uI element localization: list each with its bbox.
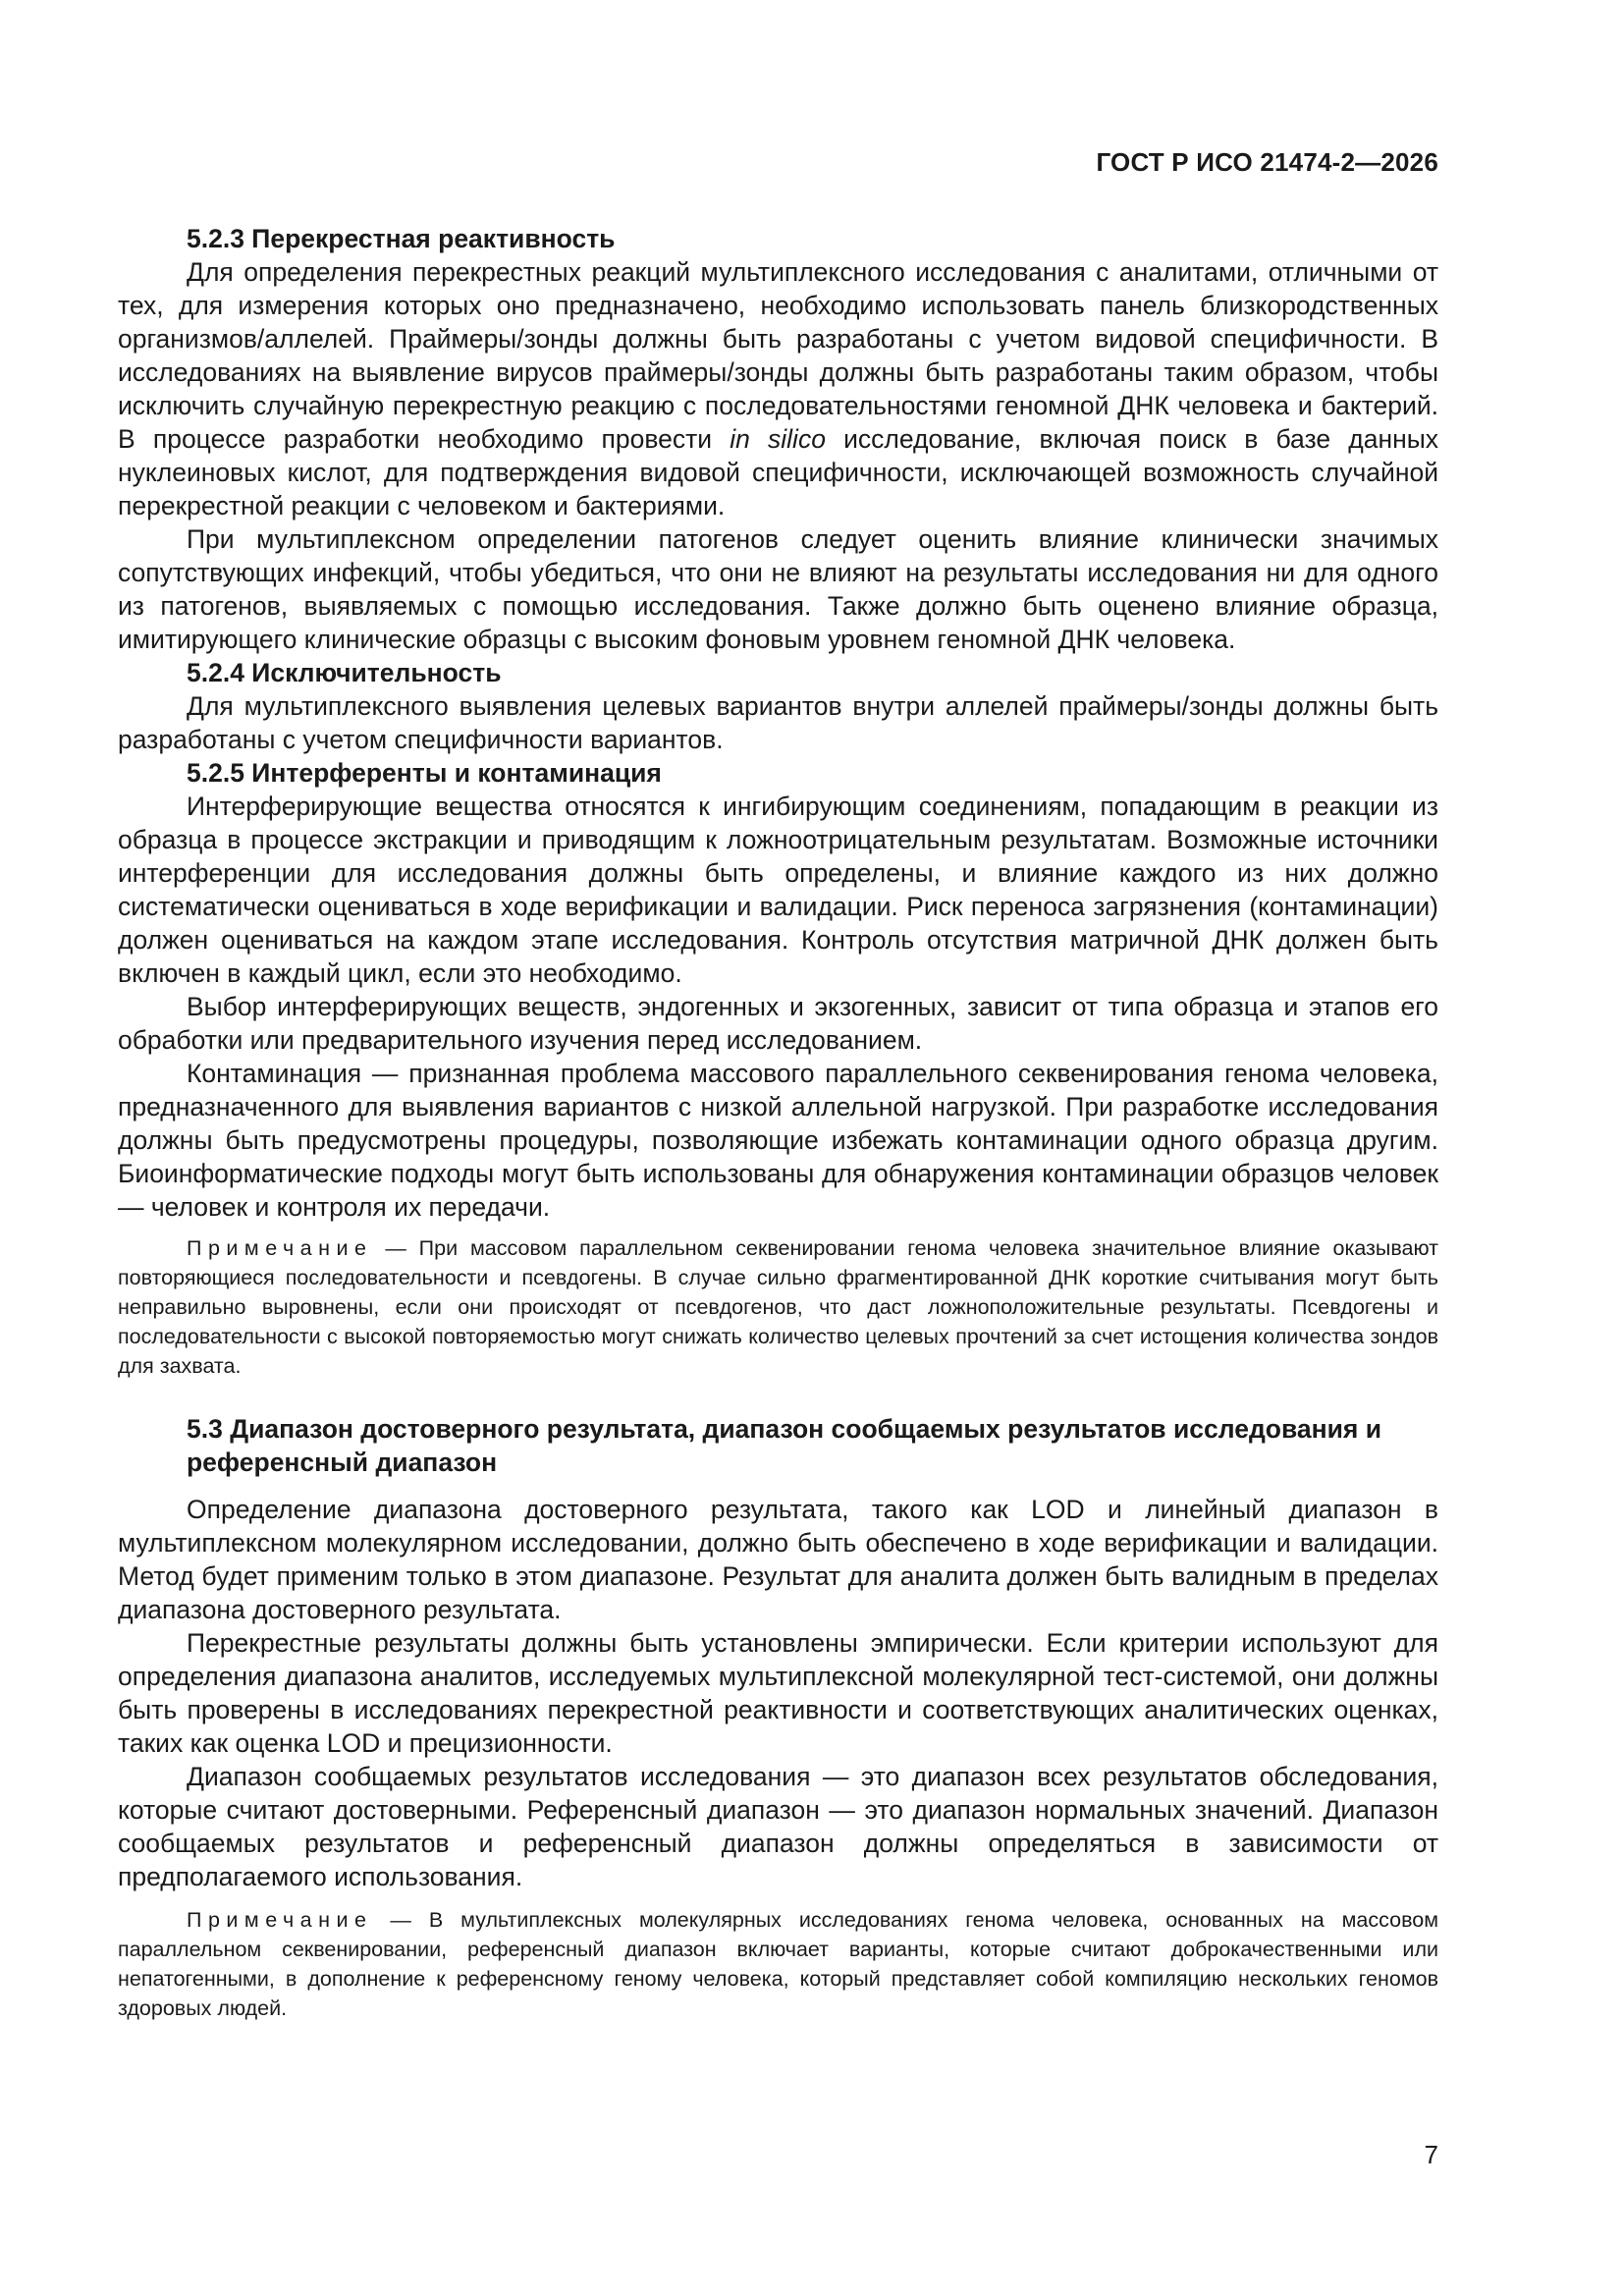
page-number: 7 <box>1424 2140 1438 2169</box>
paragraph-5-2-5-2: Выбор интерферирующих веществ, эндогенных и экзогенных, зависит от типа образца и этапов его обработки или предварительного изучения перед исследованием. <box>118 992 1438 1055</box>
document-code-header: ГОСТ Р ИСО 21474-2—2026 <box>1096 147 1438 177</box>
heading-5-2-4: 5.2.4 Исключительность <box>187 658 502 687</box>
paragraph-5-2-3-2: При мультиплексном определении патогенов следует оценить влияние клинически значимых сопутствующих инфекций, чтобы убедиться, что они не влияют на результаты исследования ни для одного из патогенов, выявляемых с помощью исследования. Также должно быть оценено влияние образца, имитирующего клинические образцы с высоким фоновым уровнем геномной ДНК человека. <box>118 524 1438 654</box>
note-label: Примечание <box>187 1908 373 1932</box>
heading-5-2-3: 5.2.3 Перекрестная реактивность <box>187 224 616 253</box>
note-5-3 <box>118 1905 1438 2023</box>
note-5-2-5 <box>118 1233 1438 1381</box>
paragraph-5-2-5-3: Контаминация — признанная проблема массового параллельного секвенирования генома человека, предназначенного для выявления вариантов с низкой аллельной нагрузкой. При разработке исследования должны быть предусмотрены процедуры, позволяющие избежать контаминации одного образца другим. Биоинформатические подходы могут быть использованы для обнаружения контаминации образцов человек — человек и контроля их передачи. <box>118 1059 1438 1222</box>
paragraph-5-3-3: Диапазон сообщаемых результатов исследования — это диапазон всех результатов обследования, которые считают достоверными. Референсный диапазон — это диапазон нормальных значений. Диапазон сообщаемых результатов и референсный диапазон должны определяться в зависимости от предполагаемого использования. <box>118 1762 1438 1891</box>
paragraph-5-2-5-1: Интерферирующие вещества относятся к ингибирующим соединениям, попадающим в реакции из образца в процессе экстракции и приводящим к ложноотрицательным результатам. Возможные источники интерференции для исследования должны быть определены, и влияние каждого из них должно систематически оцениваться в ходе верификации и валидации. Риск переноса загрязнения (контаминации) должен оцениваться на каждом этапе исследования. Контроль отсутствия матричной ДНК должен быть включен в каждый цикл, если это необходимо. <box>118 792 1438 988</box>
note-text: — В мультиплексных молекулярных исследованиях генома человека, основанных на массовом параллельном секвенировании, референсный диапазон включает варианты, которые считают доброкачественными или непатогенными, в дополнение к референсному геному человека, который представляет собой компиляцию нескольких геномов здоровых людей. <box>118 1908 1438 2020</box>
text-run: Для определения перекрестных реакций мультиплексного исследования с аналитами, отличными от тех, для измерения которых оно предназначено, необходимо использовать панель близкородственных организмов/аллелей. Праймеры/зонды должны быть разработаны с учетом видовой специфичности. В исследованиях на выявление вирусов праймеры/зонды должны быть разработаны таким образом, чтобы исключить случайную перекрестную реакцию с последовательностями геномной ДНК человека и бактерий. В процессе разработки необходимо провести <box>118 257 1438 454</box>
heading-5-2-5: 5.2.5 Интерференты и контаминация <box>187 758 662 788</box>
italic-term: in silico <box>730 424 826 454</box>
paragraph-5-3-1: Определение диапазона достоверного результата, такого как LOD и линейный диапазон в мультиплексном молекулярном исследовании, должно быть обеспечено в ходе верификации и валидации. Метод будет применим только в этом диапазоне. Результат для аналита должен быть валидным в пределах диапазона достоверного результата. <box>118 1495 1438 1624</box>
page-body <box>118 222 1438 2023</box>
paragraph-5-3-2: Перекрестные результаты должны быть установлены эмпирически. Если критерии используют для определения диапазона аналитов, исследуемых мультиплексной молекулярной тест-системой, они должны быть проверены в исследованиях перекрестной реактивности и соответствующих аналитических оценках, таких как оценка LOD и прецизионности. <box>118 1628 1438 1758</box>
note-label: Примечание <box>187 1236 373 1260</box>
text-run: исследование, включая поиск в базе данных нуклеиновых кислот, для подтверждения видовой специфичности, исключающей возможность случайной перекрестной реакции с человеком и бактериями. <box>118 424 1439 520</box>
paragraph-5-2-4-1: Для мультиплексного выявления целевых вариантов внутри аллелей праймеры/зонды должны быть разработаны с учетом специфичности вариантов. <box>118 691 1438 754</box>
paragraph-5-2-3-1 <box>118 255 1438 522</box>
note-text: — При массовом параллельном секвенировании генома человека значительное влияние оказывают повторяющиеся последовательности и псевдогены. В случае сильно фрагментированной ДНК короткие считывания могут быть неправильно выровнены, если они происходят от псевдогенов, что даст ложноположительные результаты. Псевдогены и последовательности с высокой повторяемостью могут снижать количество целевых прочтений за счет истощения количества зондов для захвата. <box>118 1236 1438 1378</box>
heading-5-3: 5.3 Диапазон достоверного результата, диапазон сообщаемых результатов исследования и референсный диапазон <box>187 1414 1382 1477</box>
